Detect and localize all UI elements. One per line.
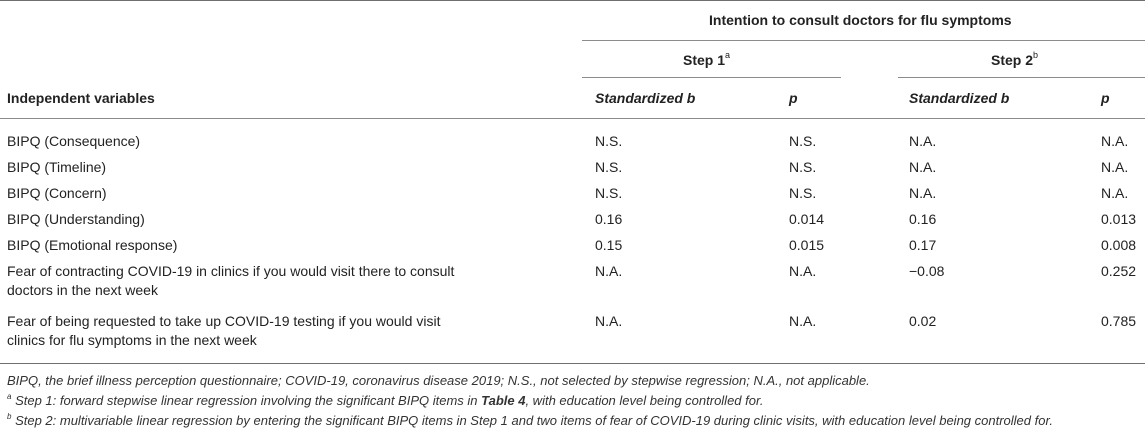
row-var-fear-contracting-line2: doctors in the next week	[7, 282, 158, 298]
row-b2: 0.02	[909, 313, 937, 329]
col-header-p-step2: p	[1101, 90, 1110, 106]
column-header-rule	[0, 118, 1145, 119]
footnote-abbreviations: BIPQ, the brief illness perception questionnaire; COVID-19, coronavirus disease 2019; N.S., not selected by stepwise regression; N.A., not applicable.	[7, 373, 870, 388]
table-top-rule	[0, 0, 1145, 1]
step1-label: Step 1	[683, 52, 726, 68]
footnote-a	[7, 392, 763, 409]
row-p2: 0.008	[1101, 237, 1137, 253]
row-b2: 0.16	[909, 211, 937, 227]
row-p1: N.S.	[789, 133, 817, 149]
row-b1: N.S.	[595, 185, 623, 201]
row-var-emotional-response: BIPQ (Emotional response)	[7, 237, 178, 253]
col-header-independent: Independent variables	[7, 90, 155, 106]
row-b1: 0.16	[595, 211, 623, 227]
row-var-consequence: BIPQ (Consequence)	[7, 133, 141, 149]
table-bottom-rule	[0, 363, 1145, 364]
row-p1: N.A.	[789, 313, 817, 329]
row-b2: N.A.	[909, 159, 937, 175]
row-b1: N.A.	[595, 263, 623, 279]
row-p2: N.A.	[1101, 185, 1129, 201]
row-var-timeline: BIPQ (Timeline)	[7, 159, 107, 175]
row-b1: N.A.	[595, 313, 623, 329]
footnote-a-table-ref[interactable]: Table 4	[481, 393, 526, 408]
row-var-fear-testing-line2: clinics for flu symptoms in the next week	[7, 332, 257, 348]
footnote-b	[7, 412, 1053, 429]
row-b2: N.A.	[909, 133, 937, 149]
row-p2: N.A.	[1101, 159, 1129, 175]
row-p2: N.A.	[1101, 133, 1129, 149]
footnote-a-mark: a	[7, 391, 12, 401]
row-var-fear-contracting-line1: Fear of contracting COVID-19 in clinics if you would visit there to consult	[7, 263, 455, 279]
row-var-understanding: BIPQ (Understanding)	[7, 211, 145, 227]
row-p1: N.S.	[789, 185, 817, 201]
step2-label: Step 2	[991, 52, 1034, 68]
footnote-b-text: Step 2: multivariable linear regression by entering the significant BIPQ items in Step 1 and two items of fear of COVID-19 during clinic visits, with education level being controlled for.	[11, 413, 1053, 428]
row-var-concern: BIPQ (Concern)	[7, 185, 107, 201]
row-var-fear-testing-line1: Fear of being requested to take up COVID-19 testing if you would visit	[7, 313, 441, 329]
row-p1: N.S.	[789, 159, 817, 175]
col-header-std-b-step2: Standardized b	[909, 90, 1010, 106]
footnote-a-text-before: Step 1: forward stepwise linear regression involving the significant BIPQ items in	[11, 393, 482, 408]
step1-header	[683, 50, 730, 70]
step1-header-rule	[582, 77, 841, 78]
row-p2: 0.785	[1101, 313, 1137, 329]
col-header-std-b-step1: Standardized b	[595, 90, 696, 106]
col-header-p-step1: p	[789, 90, 798, 106]
row-b2: 0.17	[909, 237, 937, 253]
group-title: Intention to consult doctors for flu symptoms	[709, 12, 1012, 28]
row-p1: 0.014	[789, 211, 825, 227]
step2-header	[991, 50, 1038, 70]
step2-header-rule	[898, 77, 1145, 78]
row-p2: 0.013	[1101, 211, 1137, 227]
row-b2: −0.08	[909, 263, 945, 279]
row-b1: N.S.	[595, 159, 623, 175]
row-p2: 0.252	[1101, 263, 1137, 279]
footnote-a-text-after: , with education level being controlled for.	[525, 393, 764, 408]
footnote-b-mark: b	[7, 411, 12, 421]
row-p1: N.A.	[789, 263, 817, 279]
row-p1: 0.015	[789, 237, 825, 253]
group-header-rule	[582, 40, 1145, 41]
step2-superscript: b	[1033, 50, 1039, 61]
row-b2: N.A.	[909, 185, 937, 201]
step1-superscript: a	[725, 50, 731, 61]
row-b1: 0.15	[595, 237, 623, 253]
row-b1: N.S.	[595, 133, 623, 149]
